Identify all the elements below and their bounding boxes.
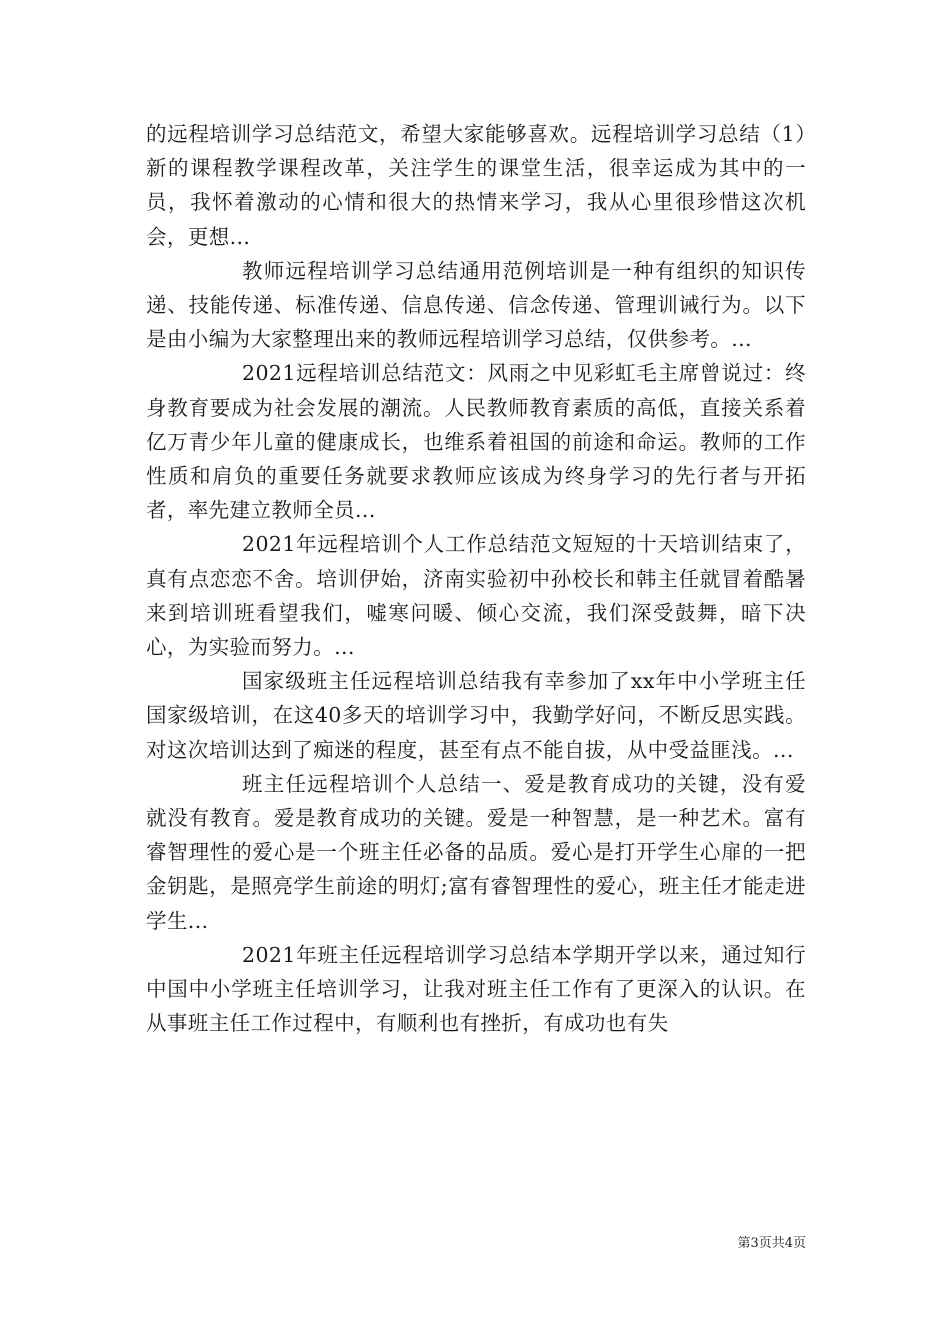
paragraph-love-education: 班主任远程培训个人总结一、爱是教育成功的关键，没有爱就没有教育。爱是教育成功的关键。爱是一种智慧，是一种艺术。富有睿智理性的爱心是一个班主任必备的品质。爱心是打开学生心扉的一把金钥匙，是照亮学生前途的明灯;富有睿智理性的爱心，班主任才能走进学生...	[146, 771, 806, 933]
paragraph-continuation: 的远程培训学习总结范文，希望大家能够喜欢。远程培训学习总结（1）新的课程教学课程改革，关注学生的课堂生活，很幸运成为其中的一员，我怀着激动的心情和很大的热情来学习，我从心里很珍惜这次机会，更想...	[146, 122, 806, 249]
document-body	[146, 117, 806, 1040]
paragraph-personal-work-summary: 2021年远程培训个人工作总结范文短短的十天培训结束了，真有点恋恋不舍。培训伊始，济南实验初中孙校长和韩主任就冒着酷暑来到培训班看望我们，嘘寒问暖、倾心交流，我们深受鼓舞，暗下决心，为实验而努力。...	[146, 532, 806, 660]
paragraph-national-headteacher: 国家级班主任远程培训总结我有幸参加了xx年中小学班主任国家级培训，在这40多天的培训学习中，我勤学好问，不断反思实践。对这次培训达到了痴迷的程度，甚至有点不能自拔，从中受益匪浅。...	[146, 669, 806, 762]
paragraph-teacher-training: 教师远程培训学习总结通用范例培训是一种有组织的知识传递、技能传递、标准传递、信息传递、信念传递、管理训诫行为。以下是由小编为大家整理出来的教师远程培训学习总结，仅供参考。...	[146, 258, 806, 352]
paragraph-headteacher-2021: 2021年班主任远程培训学习总结本学期开学以来，通过知行中国中小学班主任培训学习，让我对班主任工作有了更深入的认识。在从事班主任工作过程中，有顺利也有挫折，有成功也有失	[146, 942, 806, 1036]
paragraph-rainbow-summary: 2021远程培训总结范文：风雨之中见彩虹毛主席曾说过：终身教育要成为社会发展的潮流。人民教师教育素质的高低，直接关系着亿万青少年儿童的健康成长，也维系着祖国的前途和命运。教师的工作性质和肩负的重要任务就要求教师应该成为终身学习的先行者与开拓者，率先建立教师全员...	[146, 361, 806, 523]
page-number: 第3页共4页	[737, 1236, 806, 1251]
